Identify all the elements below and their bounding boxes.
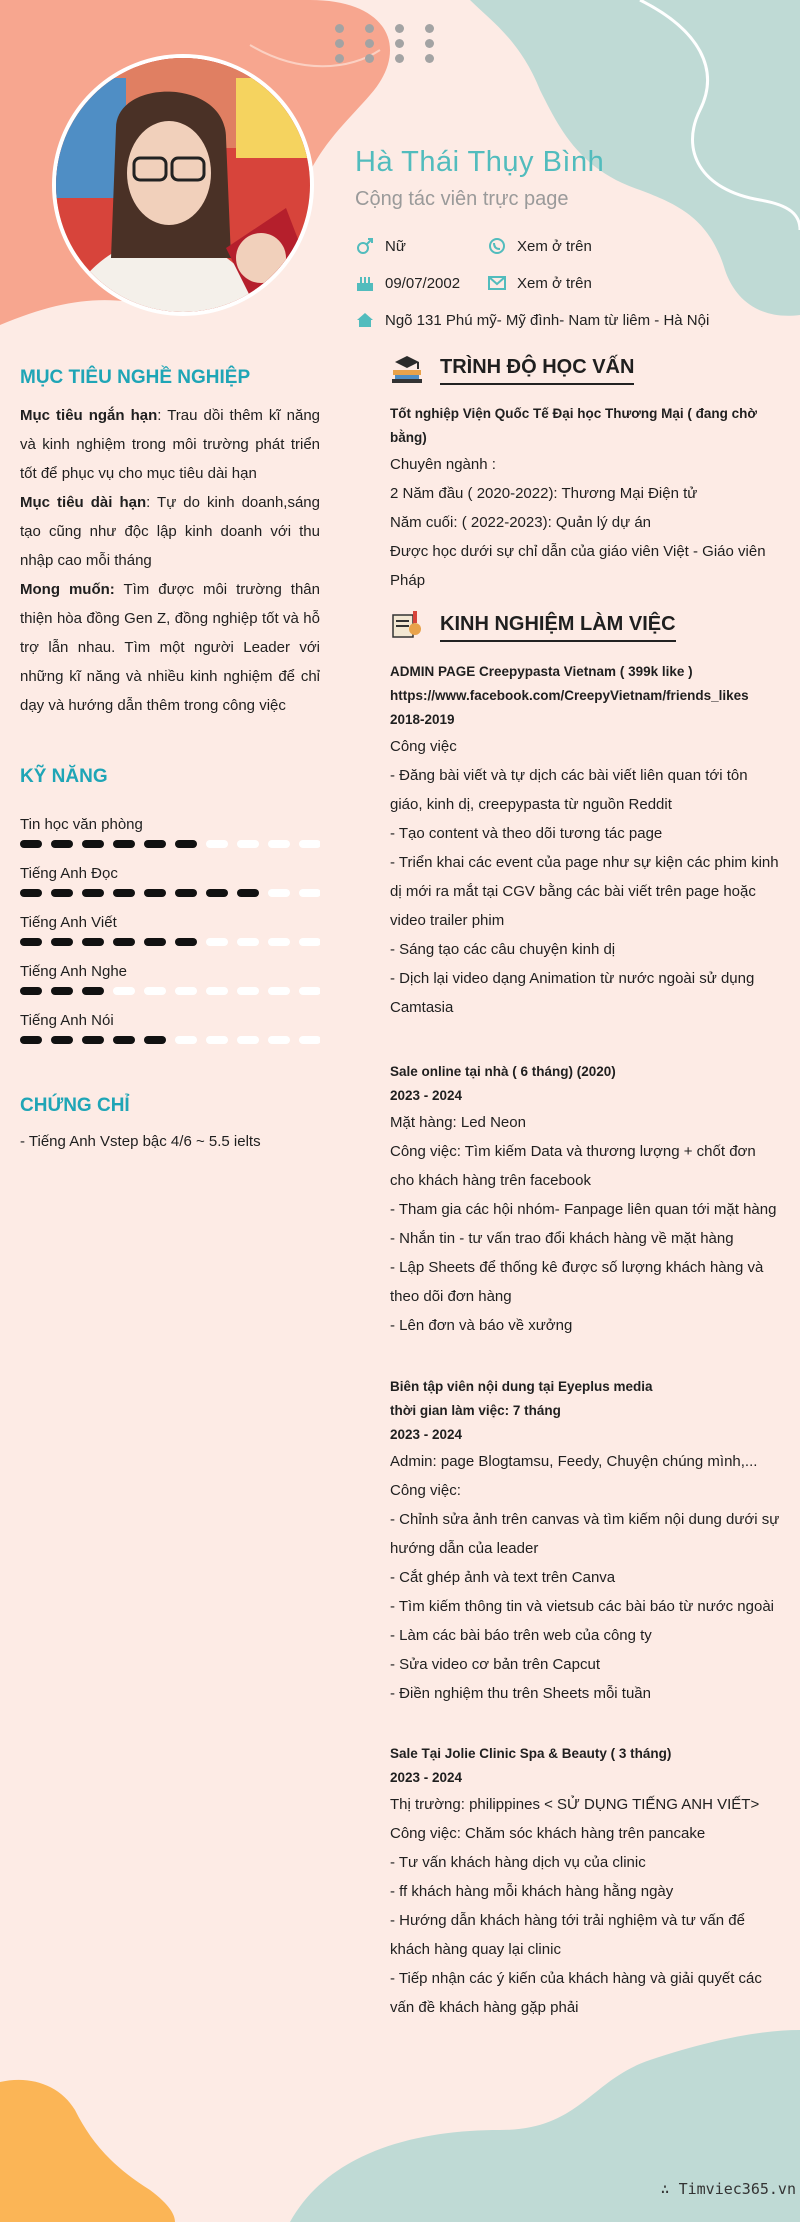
objective-long-text: : Tự do kinh doanh,sáng tạo cũng như độc lập kinh doanh với thu nhập cao mỗi tháng — [20, 494, 320, 569]
birthday-text: 09/07/2002 — [385, 275, 461, 292]
job-period: 2023 - 2024 — [390, 1088, 463, 1103]
job-line: Thị trường: philippines < SỬ DỤNG TIẾNG ANH VIẾT> — [390, 1796, 760, 1813]
skill-dash — [268, 840, 290, 848]
contact1-text: Xem ở trên — [517, 238, 592, 255]
objective-short-label: Mục tiêu ngắn hạn — [20, 407, 158, 424]
education-title: TRÌNH ĐỘ HỌC VẤN — [440, 356, 634, 385]
skill-dash — [206, 938, 228, 946]
objective-wish-label: Mong muốn: — [20, 581, 115, 598]
job-link: https://www.facebook.com/CreepyVietnam/friends_likes — [390, 688, 749, 703]
skill-dash — [144, 889, 166, 897]
skill-dash — [113, 987, 135, 995]
skill-bar — [20, 986, 320, 996]
skill-bar — [20, 888, 320, 898]
skill-dash — [268, 938, 290, 946]
skill-dash — [144, 987, 166, 995]
skill-bar — [20, 937, 320, 947]
skill-dash — [82, 1036, 104, 1044]
skill-dash — [82, 938, 104, 946]
skill-dash — [237, 938, 259, 946]
job-title: Sale online tại nhà ( 6 tháng) (2020) — [390, 1064, 616, 1079]
job-line: - Làm các bài báo trên web của công ty — [390, 1627, 652, 1644]
books-icon — [390, 350, 424, 384]
skill-dash — [20, 840, 42, 848]
job-line: - Cắt ghép ảnh và text trên Canva — [390, 1569, 616, 1586]
job-period: 2023 - 2024 — [390, 1770, 463, 1785]
skill-dash — [20, 889, 42, 897]
skills-title: KỸ NĂNG — [20, 766, 108, 787]
skill-item — [20, 816, 320, 865]
skill-dash — [113, 1036, 135, 1044]
skill-dash — [113, 938, 135, 946]
skill-dash — [299, 889, 320, 897]
skill-dash — [82, 840, 104, 848]
decorative-dots — [335, 24, 435, 66]
skill-dash — [82, 889, 104, 897]
job-title: Biên tập viên nội dung tại Eyeplus media — [390, 1379, 653, 1394]
skill-name: Tin học văn phòng — [20, 816, 143, 833]
experience-job — [390, 1060, 782, 1340]
skill-dash — [20, 938, 42, 946]
certificate-item: - Tiếng Anh Vstep bậc 4/6 ~ 5.5 ielts — [20, 1133, 261, 1150]
skill-dash — [299, 987, 320, 995]
experience-job — [390, 1375, 782, 1708]
contact2-text: Xem ở trên — [517, 275, 592, 292]
job-line: - Dịch lại video dạng Animation từ nước ngoài sử dụng Camtasia — [390, 970, 755, 1016]
skill-dash — [175, 889, 197, 897]
job-line: - ff khách hàng mỗi khách hàng hằng ngày — [390, 1883, 674, 1900]
experience-title: KINH NGHIỆM LÀM VIỆC — [440, 613, 676, 642]
skill-name: Tiếng Anh Đọc — [20, 865, 118, 882]
job-line: - Tiếp nhận các ý kiến của khách hàng và giải quyết các vấn đề khách hàng gặp phải — [390, 1970, 762, 2016]
candidate-name: Hà Thái Thụy Bình — [355, 146, 605, 178]
home-icon — [355, 310, 375, 330]
job-line: Mặt hàng: Led Neon — [390, 1114, 526, 1131]
envelope-icon — [487, 273, 507, 293]
job-line: - Tìm kiếm thông tin và vietsub các bài báo từ nước ngoài — [390, 1598, 774, 1615]
skills-list — [20, 816, 320, 1061]
skill-dash — [206, 1036, 228, 1044]
skill-dash — [51, 938, 73, 946]
job-line: - Đăng bài viết và tự dịch các bài viết liên quan tới tôn giáo, kinh dị, creepypasta từ nguồn Reddit — [390, 767, 748, 813]
job-line: - Nhắn tin - tư vấn trao đổi khách hàng về mặt hàng — [390, 1230, 734, 1247]
skill-bar — [20, 839, 320, 849]
skill-dash — [237, 987, 259, 995]
skill-dash — [113, 889, 135, 897]
job-period: 2018-2019 — [390, 712, 455, 727]
skill-dash — [144, 1036, 166, 1044]
skill-bar — [20, 1035, 320, 1045]
work-icon — [390, 607, 424, 641]
skill-dash — [268, 889, 290, 897]
job-line: - Điền nghiệm thu trên Sheets mỗi tuần — [390, 1685, 651, 1702]
skill-dash — [268, 987, 290, 995]
watermark-text: Timviec365.vn — [678, 2180, 796, 2198]
skill-dash — [175, 1036, 197, 1044]
job-line: - Tạo content và theo dõi tương tác page — [390, 825, 663, 842]
job-title: ADMIN PAGE Creepypasta Vietnam ( 399k like ) — [390, 664, 693, 679]
skill-item — [20, 914, 320, 963]
skill-dash — [20, 987, 42, 995]
education-line: 2 Năm đầu ( 2020-2022): Thương Mại Điện tử — [390, 485, 698, 502]
skill-dash — [144, 840, 166, 848]
address-text: Ngõ 131 Phú mỹ- Mỹ đình- Nam từ liêm - Hà Nội — [385, 312, 710, 329]
skill-dash — [206, 840, 228, 848]
objective-short — [20, 401, 320, 488]
job-line: - Chỉnh sửa ảnh trên canvas và tìm kiếm nội dung dưới sự hướng dẫn của leader — [390, 1511, 780, 1557]
skill-dash — [299, 840, 320, 848]
job-line: Công việc: Chăm sóc khách hàng trên pancake — [390, 1825, 706, 1842]
skill-item — [20, 1012, 320, 1061]
skill-dash — [268, 1036, 290, 1044]
education-body — [390, 402, 782, 595]
education-school: Tốt nghiệp Viện Quốc Tế Đại học Thương Mại ( đang chờ bằng) — [390, 406, 757, 445]
skill-dash — [20, 1036, 42, 1044]
job-period: 2023 - 2024 — [390, 1427, 463, 1442]
yellow-blob — [0, 2080, 175, 2222]
skill-dash — [51, 1036, 73, 1044]
skill-dash — [82, 987, 104, 995]
skill-dash — [175, 938, 197, 946]
objective-long — [20, 488, 320, 575]
skill-dash — [237, 840, 259, 848]
cake-icon — [355, 273, 375, 293]
job-line: - Lập Sheets để thống kê được số lượng khách hàng và theo dõi đơn hàng — [390, 1259, 764, 1305]
skill-dash — [51, 889, 73, 897]
job-line: Công việc — [390, 738, 457, 755]
phone-icon — [487, 236, 507, 256]
education-line: Chuyên ngành : — [390, 456, 496, 473]
job-line: Công việc: — [390, 1482, 461, 1499]
experience-job — [390, 1742, 782, 2022]
skill-dash — [206, 987, 228, 995]
skill-dash — [144, 938, 166, 946]
education-line: Năm cuối: ( 2022-2023): Quản lý dự án — [390, 514, 652, 531]
objective-long-label: Mục tiêu dài hạn — [20, 494, 147, 511]
skill-dash — [299, 938, 320, 946]
skill-dash — [175, 987, 197, 995]
job-line: Công việc: Tìm kiếm Data và thương lượng + chốt đơn cho khách hàng trên facebook — [390, 1143, 756, 1189]
skill-dash — [113, 840, 135, 848]
objective-short-text: : Trau dồi thêm kĩ năng và kinh nghiệm trong môi trường phát triển tốt để phục vụ cho mục tiêu dài hạn — [20, 407, 321, 482]
experience-job — [390, 660, 782, 1022]
skill-item — [20, 865, 320, 914]
skill-dash — [206, 889, 228, 897]
skill-name: Tiếng Anh Nói — [20, 1012, 114, 1029]
job-line: - Hướng dẫn khách hàng tới trải nghiệm và tư vấn để khách hàng quay lại clinic — [390, 1912, 745, 1958]
objective-wish-text: Tìm được môi trường thân thiện hòa đồng Gen Z, đồng nghiệp tốt và hỗ trợ lẫn nhau. Tìm một người Leader với những kĩ năng và nhiều kinh nghiệm để chỉ dạy và hướng dẫn thêm trong công việc — [20, 581, 320, 714]
education-line: Được học dưới sự chỉ dẫn của giáo viên Việt - Giáo viên Pháp — [390, 543, 766, 589]
skill-dash — [175, 840, 197, 848]
job-title: Sale Tại Jolie Clinic Spa & Beauty ( 3 tháng) — [390, 1746, 672, 1761]
job-line: Admin: page Blogtamsu, Feedy, Chuyện chúng mình,... — [390, 1453, 758, 1470]
skill-dash — [51, 987, 73, 995]
skill-dash — [51, 840, 73, 848]
skill-name: Tiếng Anh Viết — [20, 914, 117, 931]
skill-dash — [299, 1036, 320, 1044]
job-line: - Tham gia các hội nhóm- Fanpage liên quan tới mặt hàng — [390, 1201, 777, 1218]
skill-dash — [237, 1036, 259, 1044]
skill-item — [20, 963, 320, 1012]
avatar-photo — [56, 58, 314, 316]
gender-icon — [355, 236, 375, 256]
job-line: - Sửa video cơ bản trên Capcut — [390, 1656, 600, 1673]
objective-title: MỤC TIÊU NGHỀ NGHIỆP — [20, 367, 251, 388]
avatar — [52, 54, 314, 316]
watermark: ∴ Timviec365.vn — [660, 2180, 796, 2198]
skill-name: Tiếng Anh Nghe — [20, 963, 128, 980]
job-line: - Sáng tạo các câu chuyện kinh dị — [390, 941, 616, 958]
objective-body — [20, 401, 320, 720]
certificates-title: CHỨNG CHỈ — [20, 1095, 130, 1116]
job-line: - Tư vấn khách hàng dịch vụ của clinic — [390, 1854, 646, 1871]
objective-wish — [20, 575, 320, 720]
job-duration: thời gian làm việc: 7 tháng — [390, 1403, 561, 1418]
job-line: - Triển khai các event của page như sự kiện các phim kinh dị mới ra mắt tại CGV bằng các bài viết trên page hoặc video trailer phim — [390, 854, 779, 929]
job-line: - Lên đơn và báo về xưởng — [390, 1317, 573, 1334]
candidate-role: Cộng tác viên trực page — [355, 188, 569, 210]
skill-dash — [237, 889, 259, 897]
gender-text: Nữ — [385, 238, 406, 255]
